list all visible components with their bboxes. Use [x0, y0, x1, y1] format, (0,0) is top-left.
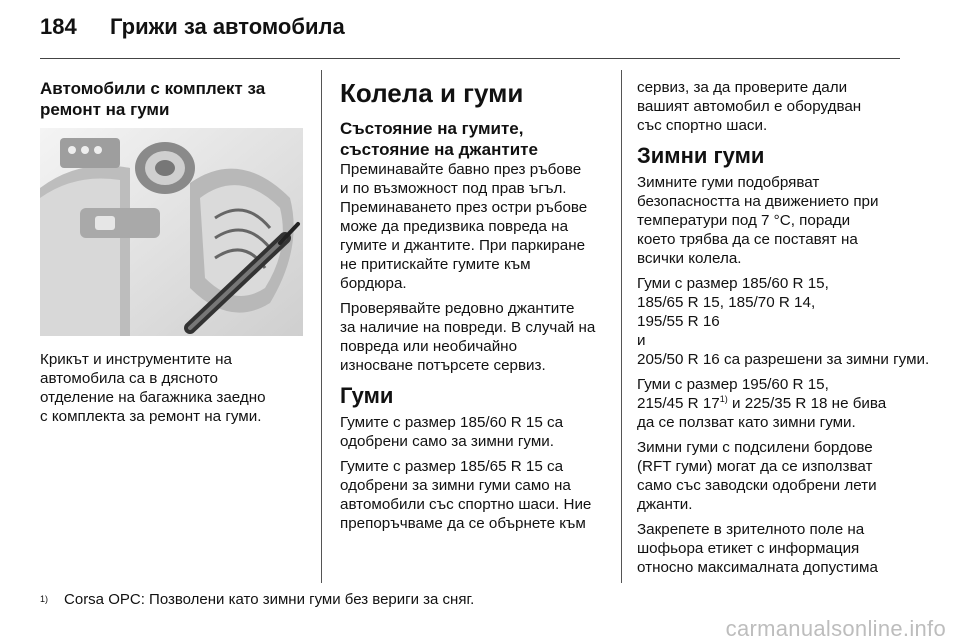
- winter-tyres-title: Зимни гуми: [637, 143, 765, 168]
- photo-caption: Крикът и инструментите на автомобила са в дясното отделение на багажника заедно с комплекта за ремонт на гуми.: [40, 351, 266, 425]
- column-divider: [621, 70, 622, 583]
- paragraph: Закрепете в зрителното поле на шофьора етикет с информация относно максималната допустима: [637, 521, 878, 576]
- paragraph: Проверявайте редовно джантите за наличие на повреди. В случай на повреда или необичайно износване потърсете сервиз.: [340, 300, 596, 374]
- paragraph: Зимни гуми с подсилени бордове (RFT гуми) могат да се използват само със заводски одобрени лети джанти.: [637, 439, 877, 513]
- paragraph: Гумите с размер 185/65 R 15 са одобрени за зимни гуми само на автомобили със спортно шаси. Ние препоръчваме да се обърнете към: [340, 458, 592, 532]
- watermark: carmanualsonline.info: [725, 616, 946, 641]
- footnote-text: Corsa OPC: Позволени като зимни гуми без вериги за сняг.: [64, 591, 475, 608]
- footnote: [40, 590, 474, 609]
- paragraph: сервиз, за да проверите дали вашият автомобил е оборудван със спортно шаси.: [637, 79, 862, 134]
- middle-column: [340, 78, 608, 539]
- section-title: Колела и гуми: [340, 78, 524, 108]
- footnote-reference: 1): [719, 393, 728, 404]
- paragraph: Гуми с размер 185/60 R 15, 185/65 R 15, 185/70 R 14, 195/55 R 16 и 205/50 R 16 са разрешени за зимни гуми.: [637, 275, 930, 368]
- paragraph: Преминавайте бавно през ръбове и по възможност под прав ъгъл. Преминаването през остри ръбове може да предизвика повреда на гумите и джантите. При паркиране не притискайте гумите към бордюра.: [340, 161, 588, 292]
- trunk-illustration: [40, 128, 303, 336]
- page-header-title: Грижи за автомобила: [110, 14, 345, 39]
- trunk-photo: [40, 128, 303, 336]
- paragraph: Гумите с размер 185/60 R 15 са одобрени само за зимни гуми.: [340, 414, 564, 450]
- right-column: [637, 78, 942, 583]
- left-column: [40, 78, 308, 120]
- paragraph: Гуми с размер 195/60 R 15, 215/45 R 17$^{1)}$ и 225/35 R 18 не бива да се ползват като зимни гуми.: [637, 375, 942, 432]
- tyres-title: Гуми: [340, 383, 394, 408]
- page-number: 184: [40, 14, 77, 39]
- column-divider: [321, 70, 322, 583]
- header-divider: [40, 58, 900, 59]
- repair-kit-heading: Автомобили с комплект за ремонт на гуми: [40, 79, 266, 119]
- line-with-footnote: 215/45 R 17$^{1)}$ и 225/35 R 18 не бива: [637, 393, 887, 412]
- paragraph: Зимните гуми подобряват безопасността на движението при температури под 7 °C, поради което трябва да се поставят на всички колела.: [637, 174, 879, 267]
- subsection-title: Състояние на гумите, състояние на джантите: [340, 119, 538, 159]
- footnote-marker: 1): [40, 594, 49, 604]
